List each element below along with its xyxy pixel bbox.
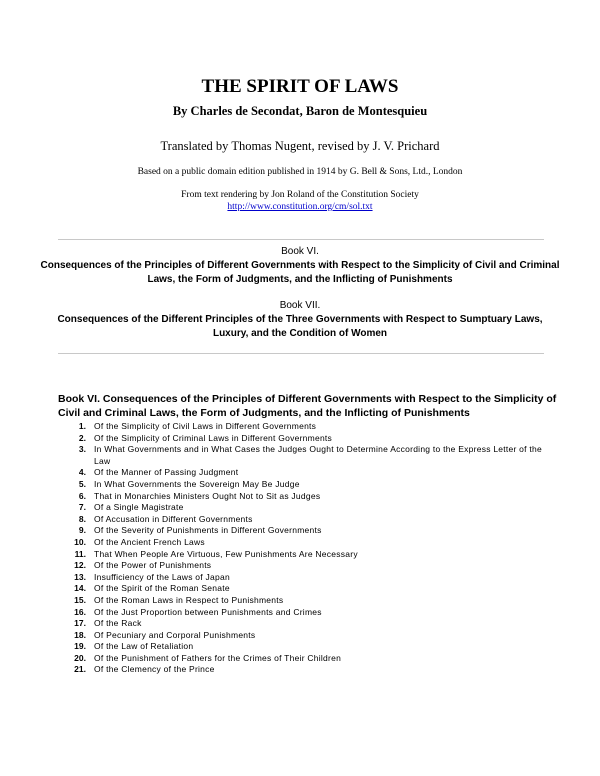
- document-title: THE SPIRIT OF LAWS: [201, 76, 399, 97]
- chapter-title: Of the Punishment of Fathers for the Crimes of Their Children: [94, 652, 342, 663]
- rendering-credit: From text rendering by Jon Roland of the Constitution Society: [181, 190, 419, 200]
- chapter-title: Of the Law of Retaliation: [94, 641, 194, 652]
- chapter-title: In What Governments and in What Cases the Judges Ought to Determine According to the Express Letter of the Law: [94, 444, 542, 466]
- chapter-number: 12.: [74, 560, 86, 571]
- edition-note: Based on a public domain edition published in 1914 by G. Bell & Sons, Ltd., London: [137, 167, 463, 177]
- chapter-title: Of the Severity of Punishments in Different Governments: [94, 525, 322, 536]
- chapter-title: Of Accusation in Different Governments: [94, 513, 253, 524]
- divider-bottom: [58, 353, 544, 354]
- chapter-item[interactable]: [58, 653, 544, 665]
- chapter-item[interactable]: [58, 421, 544, 433]
- translator-line: Translated by Thomas Nugent, revised by J. V. Prichard: [160, 139, 440, 153]
- chapter-item[interactable]: [58, 549, 544, 561]
- chapter-item[interactable]: [58, 444, 544, 467]
- chapter-item[interactable]: [58, 525, 544, 537]
- chapter-item[interactable]: [58, 491, 544, 503]
- chapter-number: 6.: [78, 490, 86, 501]
- chapter-item[interactable]: [58, 502, 544, 514]
- toc-entry-book-6[interactable]: [40, 245, 560, 287]
- chapter-number: 2.: [78, 432, 86, 443]
- chapter-title: Of the Spirit of the Roman Senate: [94, 583, 230, 594]
- chapter-title: Of a Single Magistrate: [94, 502, 184, 513]
- toc-book-label: Book VI.: [281, 246, 319, 257]
- chapter-title: Of the Rack: [94, 618, 142, 629]
- chapter-number: 5.: [78, 478, 86, 489]
- chapter-number: 11.: [74, 548, 86, 559]
- chapter-item[interactable]: [58, 560, 544, 572]
- divider-top: [58, 239, 544, 240]
- chapter-title: Of the Roman Laws in Respect to Punishments: [94, 594, 284, 605]
- chapter-title: Of the Power of Punishments: [94, 560, 212, 571]
- toc-book-subtitle: Consequences of the Different Principles of the Three Governments with Respect to Sumptuary Laws, Luxury, and the Condition of Women: [57, 314, 543, 339]
- chapter-number: 8.: [78, 513, 86, 524]
- chapter-number: 1.: [78, 421, 86, 431]
- chapter-title: Of the Just Proportion between Punishments and Crimes: [94, 606, 322, 617]
- chapter-title: Of the Simplicity of Civil Laws in Different Governments: [94, 421, 317, 431]
- chapter-number: 13.: [74, 571, 86, 582]
- chapter-number: 14.: [74, 583, 86, 594]
- chapter-item[interactable]: [58, 479, 544, 491]
- chapter-number: 7.: [78, 502, 86, 513]
- chapter-title: Insufficiency of the Laws of Japan: [94, 571, 230, 582]
- chapter-title: Of the Ancient French Laws: [94, 536, 205, 547]
- chapter-title: That When People Are Virtuous, Few Punishments Are Necessary: [94, 548, 358, 559]
- chapter-title: Of the Clemency of the Prince: [94, 664, 215, 675]
- chapter-item[interactable]: [58, 433, 544, 445]
- chapter-number: 16.: [74, 606, 86, 617]
- chapter-item[interactable]: [58, 618, 544, 630]
- chapter-number: 18.: [74, 629, 86, 640]
- chapter-number: 21.: [74, 664, 86, 675]
- chapter-title: Of the Manner of Passing Judgment: [94, 467, 239, 478]
- chapter-number: 3.: [78, 444, 86, 455]
- chapter-title: In What Governments the Sovereign May Be Judge: [94, 478, 300, 489]
- toc-book-subtitle: Consequences of the Principles of Different Governments with Respect to the Simplicity of Civil and Criminal Laws, the Form of Judgments, and the Inflicting of Punishments: [40, 260, 560, 285]
- toc-book-label: Book VII.: [279, 300, 321, 311]
- chapter-item[interactable]: [58, 641, 544, 653]
- source-link-line: [0, 202, 600, 212]
- chapter-item[interactable]: [58, 595, 544, 607]
- source-link[interactable]: http://www.constitution.org/cm/sol.txt: [227, 202, 373, 212]
- author-line: By Charles de Secondat, Baron de Montesquieu: [172, 104, 428, 118]
- chapter-item[interactable]: [58, 630, 544, 642]
- chapter-number: 4.: [78, 467, 86, 478]
- chapter-number: 19.: [74, 641, 86, 652]
- chapter-number: 10.: [74, 536, 86, 547]
- chapter-number: 17.: [74, 618, 86, 629]
- chapter-item[interactable]: [58, 537, 544, 549]
- toc-entry-book-7[interactable]: [40, 299, 560, 341]
- section-heading: Book VI. Consequences of the Principles of Different Governments with Respect to the Simplicity of Civil and Criminal Laws, the Form of Judgments, and the Inflicting of Punishments: [58, 393, 557, 419]
- chapter-title: That in Monarchies Ministers Ought Not to Sit as Judges: [94, 490, 321, 501]
- chapter-list: [58, 421, 544, 676]
- chapter-number: 9.: [78, 525, 86, 536]
- chapter-item[interactable]: [58, 607, 544, 619]
- chapter-item[interactable]: [58, 583, 544, 595]
- chapter-item[interactable]: [58, 664, 544, 676]
- chapter-title: Of Pecuniary and Corporal Punishments: [94, 629, 256, 640]
- chapter-number: 15.: [74, 594, 86, 605]
- chapter-item[interactable]: [58, 467, 544, 479]
- chapter-number: 20.: [74, 652, 86, 663]
- chapter-item[interactable]: [58, 572, 544, 584]
- chapter-title: Of the Simplicity of Criminal Laws in Different Governments: [94, 432, 333, 443]
- chapter-item[interactable]: [58, 514, 544, 526]
